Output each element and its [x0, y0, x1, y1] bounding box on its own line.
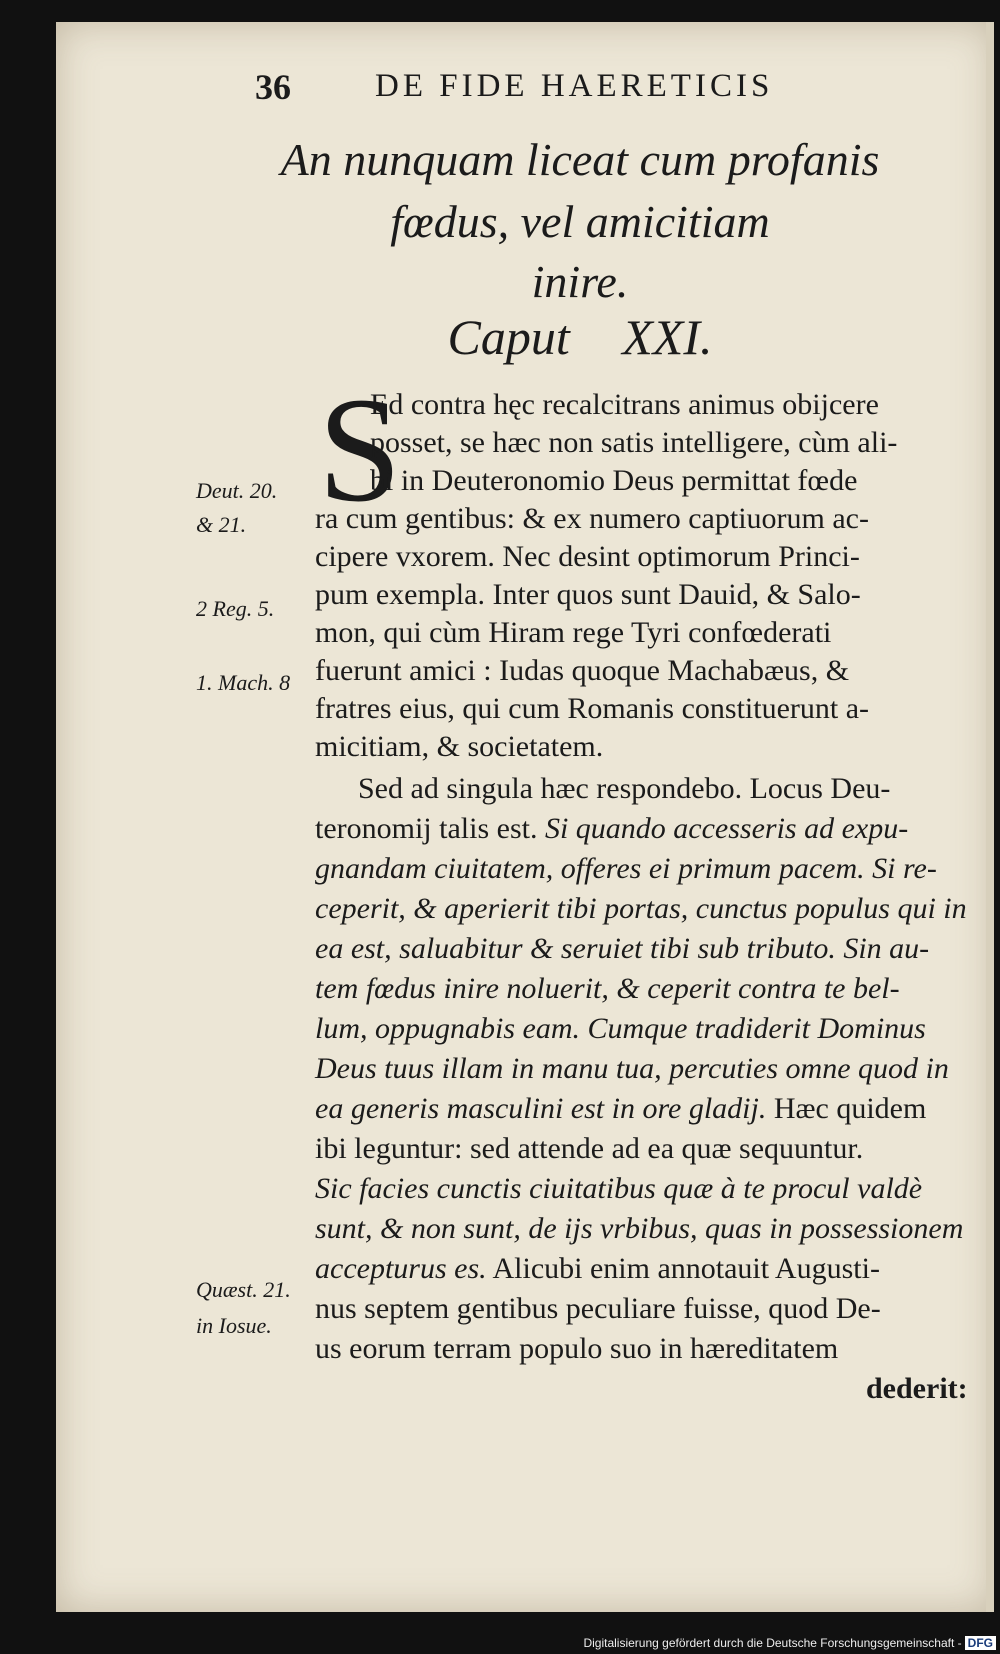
- dfg-logo: DFG: [965, 1636, 996, 1650]
- margin-note-deut: Deut. 20.: [196, 478, 278, 503]
- body-line-9: fratres eius, qui cum Romanis constituerunt a-: [315, 692, 870, 725]
- body-line-12-text: teronomij talis est.: [315, 812, 538, 845]
- body-line-20: ibi leguntur: sed attende ad ea quæ sequuntur.: [315, 1132, 864, 1165]
- margin-note-deut-21: & 21.: [196, 512, 247, 537]
- body-line-3: bi in Deuteronomio Deus permittat fœde: [370, 464, 858, 497]
- margin-note-quaest: Quæst. 21.: [196, 1277, 291, 1302]
- margin-note-mach: 1. Mach. 8: [196, 670, 291, 695]
- digitization-credit: [583, 1636, 996, 1650]
- margin-note-iosue: in Iosue.: [196, 1313, 272, 1338]
- body-line-13: gnandam ciuitatem, offeres ei primum pacem. Si re-: [315, 852, 937, 885]
- credit-text: Digitalisierung gefördert durch die Deutsche Forschungsgemeinschaft -: [583, 1636, 962, 1650]
- body-line-19-quote: ea generis masculini est in ore gladij.: [315, 1092, 767, 1125]
- chapter-title-line-3: inire.: [531, 256, 629, 307]
- body-line-11: Sed ad singula hæc respondebo. Locus Deu-: [358, 772, 891, 805]
- body-line-24: nus septem gentibus peculiare fuisse, quod De-: [315, 1292, 881, 1325]
- body-line-12: [315, 812, 995, 846]
- body-line-6: pum exempla. Inter quos sunt Dauid, & Salo-: [315, 578, 861, 611]
- body-line-1: Ed contra hęc recalcitrans animus obijcere: [370, 388, 879, 421]
- body-line-17: lum, oppugnabis eam. Cumque tradiderit Dominus: [315, 1012, 926, 1045]
- body-line-23-text: Alicubi enim annotauit Augusti-: [492, 1252, 880, 1285]
- body-line-19-text: Hæc quidem: [773, 1092, 927, 1125]
- body-line-4: ra cum gentibus: & ex numero captiuorum ac-: [315, 502, 869, 535]
- body-line-19: [315, 1092, 995, 1126]
- chapter-title-line-2: fœdus, vel amicitiam: [390, 196, 770, 247]
- chapter-number: Caput XXI.: [447, 309, 713, 365]
- margin-note-reg: 2 Reg. 5.: [196, 596, 275, 621]
- body-line-12-quote: Si quando accesseris ad expu-: [544, 812, 909, 845]
- catchword: dederit:: [866, 1372, 968, 1405]
- body-line-18: Deus tuus illam in manu tua, percuties omne quod in: [315, 1052, 949, 1085]
- chapter-title-line-1: An nunquam liceat cum profanis: [280, 134, 880, 185]
- body-line-10: micitiam, & societatem.: [315, 730, 604, 763]
- body-line-25: us eorum terram populo suo in hæreditatem: [315, 1332, 839, 1365]
- body-line-2: posset, se hæc non satis intelligere, cùm ali-: [370, 426, 898, 459]
- body-line-23-quote: accepturus es.: [315, 1252, 487, 1285]
- body-line-23: [315, 1252, 995, 1286]
- body-line-14: ceperit, & aperierit tibi portas, cunctus populus qui in: [315, 892, 967, 925]
- running-title: DE FIDE HAERETICIS: [375, 68, 774, 104]
- page-number: 36: [255, 67, 291, 107]
- running-header: [255, 66, 895, 116]
- body-line-8: fuerunt amici : Iudas quoque Machabæus, &: [315, 654, 850, 687]
- body-line-7: mon, qui cùm Hiram rege Tyri confœderati: [315, 616, 832, 649]
- drop-cap: S: [318, 367, 402, 533]
- body-line-15: ea est, saluabitur & seruiet tibi sub tributo. Sin au-: [315, 932, 930, 965]
- body-line-16: tem fœdus inire noluerit, & ceperit contra te bel-: [315, 972, 900, 1005]
- body-line-22: sunt, & non sunt, de ijs vrbibus, quas in possessionem: [315, 1212, 964, 1245]
- body-line-21: Sic facies cunctis ciuitatibus quæ à te procul valdè: [315, 1172, 923, 1205]
- body-line-5: cipere vxorem. Nec desint optimorum Princi-: [315, 540, 860, 573]
